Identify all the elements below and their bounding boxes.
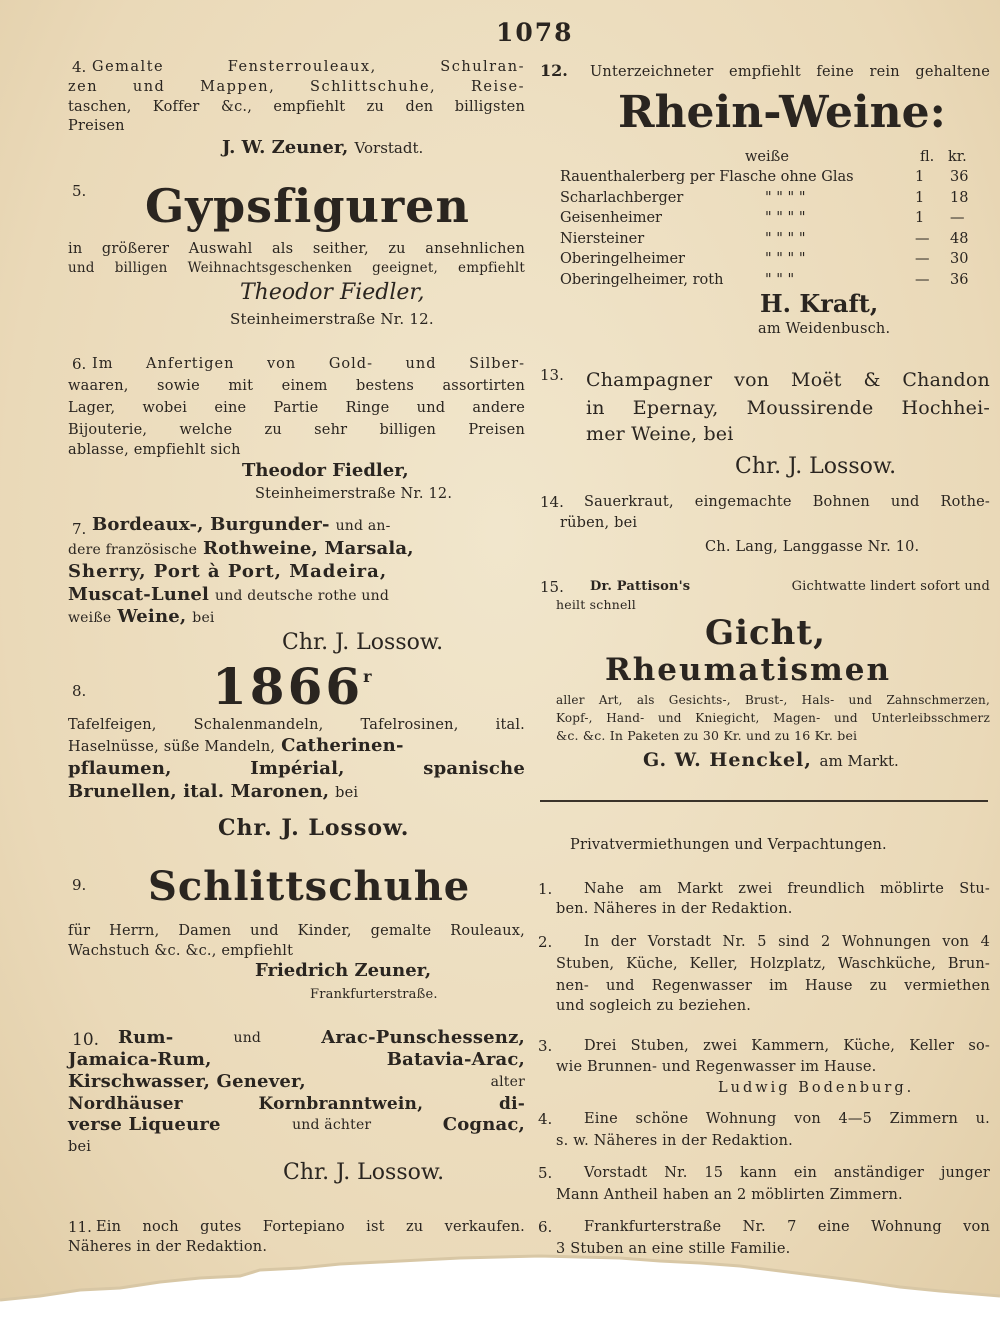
advertiser-name: Theodor Fiedler, bbox=[240, 280, 425, 305]
listing-number: 4. bbox=[538, 1110, 553, 1128]
listing-line: In der Vorstadt Nr. 5 sind 2 Wohnungen von 4 bbox=[584, 934, 990, 950]
ad-line: Jamaica-Rum, Batavia-Arac, bbox=[68, 1049, 525, 1070]
advertiser-name: Friedrich Zeuner, bbox=[255, 960, 432, 981]
ad-line: Unterzeichneter empfiehlt feine rein gehaltene bbox=[590, 64, 990, 80]
product-name: Rothweine, Marsala, bbox=[203, 538, 414, 559]
product-name: Weine, bbox=[117, 606, 187, 627]
ad-line: Näheres in der Redaktion. bbox=[68, 1239, 268, 1255]
ad-text: und bbox=[233, 1030, 262, 1046]
ad-number: 8. bbox=[72, 682, 87, 700]
listing-number: 1. bbox=[538, 880, 553, 898]
ad-line: ablasse, empfiehlt sich bbox=[68, 442, 241, 458]
year: 1866 bbox=[212, 657, 364, 716]
headline: Schlittschuhe bbox=[148, 863, 471, 910]
headline: Rheumatismen bbox=[605, 652, 892, 688]
ad-line: für Herrn, Damen und Kinder, gemalte Rouleaux, bbox=[68, 923, 525, 939]
listing-line: Frankfurterstraße Nr. 7 eine Wohnung von bbox=[584, 1219, 990, 1235]
ad-number: 4. bbox=[72, 58, 87, 76]
price-kr: 30 bbox=[950, 251, 969, 267]
listing-number: 3. bbox=[538, 1037, 553, 1055]
price-kr: 36 bbox=[950, 271, 969, 288]
advertiser-name: H. Kraft, bbox=[760, 289, 879, 318]
price-ditto: " " " " bbox=[765, 189, 806, 206]
ad-number: 11. bbox=[68, 1218, 92, 1236]
price-name: Oberingelheimer, roth bbox=[560, 271, 724, 288]
advertiser-name: Chr. J. Lossow. bbox=[735, 454, 897, 479]
ad-number: 9. bbox=[72, 876, 87, 894]
product-name: Dr. Pattison's bbox=[590, 579, 691, 594]
ad-line: rüben, bei bbox=[560, 515, 638, 531]
ad-number: 7. bbox=[72, 520, 87, 538]
price-name: Scharlachberger bbox=[560, 189, 684, 206]
ad-text: und an- bbox=[335, 518, 391, 534]
advertiser-name: Chr. J. Lossow. bbox=[283, 1160, 445, 1185]
ad-text: bei bbox=[192, 610, 215, 626]
headline: Gicht, bbox=[705, 613, 826, 653]
price-ditto: " " " " bbox=[765, 230, 806, 247]
ad-line: bei bbox=[68, 1139, 92, 1155]
ad-number: 13. bbox=[540, 366, 564, 384]
ad-line: Wachstuch &c. &c., empfiehlt bbox=[68, 943, 294, 959]
price-name: Rauenthalerberg per Flasche ohne Glas bbox=[560, 169, 854, 185]
column-header: weiße bbox=[745, 149, 789, 165]
listing-line: 3 Stuben an eine stille Familie. bbox=[556, 1241, 791, 1257]
price-ditto: " " " " bbox=[765, 210, 806, 226]
advertiser-address: Frankfurterstraße. bbox=[310, 987, 438, 1002]
ad-number: 10. bbox=[72, 1030, 100, 1050]
listing-line: wie Brunnen- und Regenwasser im Hause. bbox=[556, 1059, 877, 1075]
ad-text: und deutsche rothe und bbox=[215, 588, 390, 604]
price-fl: — bbox=[915, 251, 930, 267]
listing-number: 6. bbox=[538, 1218, 553, 1236]
ad-number: 6. bbox=[72, 355, 87, 373]
ad-line: taschen, Koffer &c., empfiehlt zu den billigsten bbox=[68, 99, 525, 115]
listing-line: ben. Näheres in der Redaktion. bbox=[556, 901, 793, 917]
price-name: Geisenheimer bbox=[560, 210, 662, 226]
ad-line: mer Weine, bei bbox=[586, 423, 734, 445]
ad-line: Bijouterie, welche zu sehr billigen Preisen bbox=[68, 422, 525, 438]
listing-line: Stuben, Küche, Keller, Holzplatz, Waschküche, Brun- bbox=[556, 956, 990, 972]
ad-line: pflaumen, Impérial, spanische bbox=[68, 758, 525, 779]
listing-line: Drei Stuben, zwei Kammern, Küche, Keller so- bbox=[584, 1038, 990, 1054]
ad-text: Haselnüsse, süße Mandeln, bbox=[68, 739, 276, 755]
product-name: verse Liqueure bbox=[68, 1114, 221, 1135]
ad-text: alter bbox=[490, 1074, 525, 1090]
ad-line: Ein noch gutes Fortepiano ist zu verkaufen. bbox=[96, 1219, 525, 1235]
price-fl: 1 bbox=[915, 189, 925, 206]
ad-line: heilt schnell bbox=[556, 597, 636, 612]
ad-line: Kopf-, Hand- und Kniegicht, Magen- und Unterleibsschmerz bbox=[556, 711, 990, 725]
price-fl: — bbox=[915, 230, 930, 247]
listing-line: Nahe am Markt zwei freundlich möblirte Stu- bbox=[584, 881, 990, 897]
advertiser-name: Chr. J. Lossow. bbox=[282, 630, 444, 655]
ad-line: in größerer Auswahl als seither, zu ansehnlichen bbox=[68, 241, 525, 257]
ad-text: weiße bbox=[68, 610, 112, 626]
ad-line: Sauerkraut, eingemachte Bohnen und Rothe- bbox=[584, 494, 990, 510]
listing-line: Vorstadt Nr. 15 kann ein anständiger junger bbox=[584, 1165, 990, 1181]
advertiser-place: am Markt. bbox=[819, 752, 899, 770]
listing-line: s. w. Näheres in der Redaktion. bbox=[556, 1133, 793, 1149]
price-name: Niersteiner bbox=[560, 230, 645, 247]
section-title: Privatvermiethungen und Verpachtungen. bbox=[570, 837, 887, 853]
product-name: Muscat-Lunel bbox=[68, 584, 210, 605]
price-fl: 1 bbox=[915, 210, 925, 226]
ad-text: bei bbox=[335, 785, 359, 801]
ad-line: Gemalte Fensterrouleaux, Schulran- bbox=[92, 59, 525, 75]
ad-line: Nordhäuser Kornbranntwein, di- bbox=[68, 1094, 525, 1114]
ad-number: 5. bbox=[72, 182, 87, 200]
ad-text: dere französische bbox=[68, 542, 198, 558]
ad-line: Champagner von Moët & Chandon bbox=[586, 369, 990, 391]
product-name: Rum- bbox=[118, 1027, 174, 1048]
product-name: Brunellen, ital. Maronen, bbox=[68, 781, 330, 802]
column-header: kr. bbox=[948, 149, 967, 165]
advertiser-place: Vorstadt. bbox=[354, 139, 424, 157]
price-ditto: " " " bbox=[765, 271, 795, 288]
advertiser-address: am Weidenbusch. bbox=[758, 321, 891, 337]
listing-line: und sogleich zu beziehen. bbox=[556, 998, 752, 1014]
listing-number: 5. bbox=[538, 1164, 553, 1182]
advertiser-name: J. W. Zeuner, bbox=[222, 137, 349, 158]
price-fl: 1 bbox=[915, 169, 925, 185]
product-name: Cognac, bbox=[442, 1114, 525, 1135]
price-kr: — bbox=[950, 210, 965, 226]
headline: Rhein-Weine: bbox=[618, 87, 946, 138]
ad-line: waaren, sowie mit einem bestens assortirten bbox=[68, 378, 525, 394]
product-name: Catherinen- bbox=[281, 735, 404, 756]
ad-line: Tafelfeigen, Schalenmandeln, Tafelrosinen, ital. bbox=[68, 717, 525, 733]
advertiser-name: Ch. Lang, Langgasse Nr. 10. bbox=[705, 539, 920, 555]
ad-line: Preisen bbox=[68, 118, 125, 134]
price-kr: 18 bbox=[950, 189, 969, 206]
column-header: fl. bbox=[920, 149, 935, 165]
product-name: Arac-Punschessenz, bbox=[321, 1027, 525, 1048]
ad-line: und billigen Weihnachtsgeschenken geeignet, empfiehlt bbox=[68, 260, 525, 276]
advertiser-name: G. W. Henckel, bbox=[643, 749, 812, 771]
listing-line: Eine schöne Wohnung von 4—5 Zimmern u. bbox=[584, 1111, 990, 1127]
price-name: Oberingelheimer bbox=[560, 251, 685, 267]
price-kr: 48 bbox=[950, 230, 969, 247]
advertiser-name: Chr. J. Lossow. bbox=[218, 815, 410, 841]
price-ditto: " " " " bbox=[765, 251, 806, 267]
ad-line: in Epernay, Moussirende Hochhei- bbox=[586, 397, 990, 419]
ad-number: 12. bbox=[540, 61, 568, 80]
listing-number: 2. bbox=[538, 933, 553, 951]
ad-number: 14. bbox=[540, 493, 564, 511]
headline: Gypsfiguren bbox=[145, 179, 470, 233]
ad-text: und ächter bbox=[292, 1117, 372, 1133]
advertiser-address: Steinheimerstraße Nr. 12. bbox=[230, 310, 434, 328]
listing-line: nen- und Regenwasser im Hause zu vermiethen bbox=[556, 978, 990, 994]
ad-line: Lager, wobei eine Partie Ringe und andere bbox=[68, 400, 525, 416]
ad-line: Im Anfertigen von Gold- und Silber- bbox=[92, 356, 525, 372]
price-kr: 36 bbox=[950, 169, 969, 185]
listing-line: Mann Antheil haben an 2 möblirten Zimmern. bbox=[556, 1187, 903, 1203]
ad-line: zen und Mappen, Schlittschuhe, Reise- bbox=[68, 79, 525, 95]
ad-line: &c. &c. In Paketen zu 30 Kr. und zu 16 Kr. bei bbox=[556, 728, 858, 743]
advertiser-address: Steinheimerstraße Nr. 12. bbox=[255, 486, 453, 502]
product-name: Kirschwasser, Genever, bbox=[68, 1071, 306, 1092]
ad-text: Gichtwatte lindert sofort und bbox=[791, 579, 990, 594]
ad-line: aller Art, als Gesichts-, Brust-, Hals- und Zahnschmerzen, bbox=[556, 693, 990, 707]
price-fl: — bbox=[915, 271, 930, 288]
superscript: r bbox=[363, 667, 375, 686]
advertiser-name: Ludwig Bodenburg. bbox=[718, 1080, 915, 1096]
advertiser-name: Theodor Fiedler, bbox=[242, 460, 409, 481]
ad-number: 15. bbox=[540, 578, 564, 596]
ad-line: Sherry, Port à Port, Madeira, bbox=[68, 561, 388, 582]
page-number: 1078 bbox=[496, 18, 574, 47]
product-name: Bordeaux-, Burgunder- bbox=[92, 514, 330, 535]
